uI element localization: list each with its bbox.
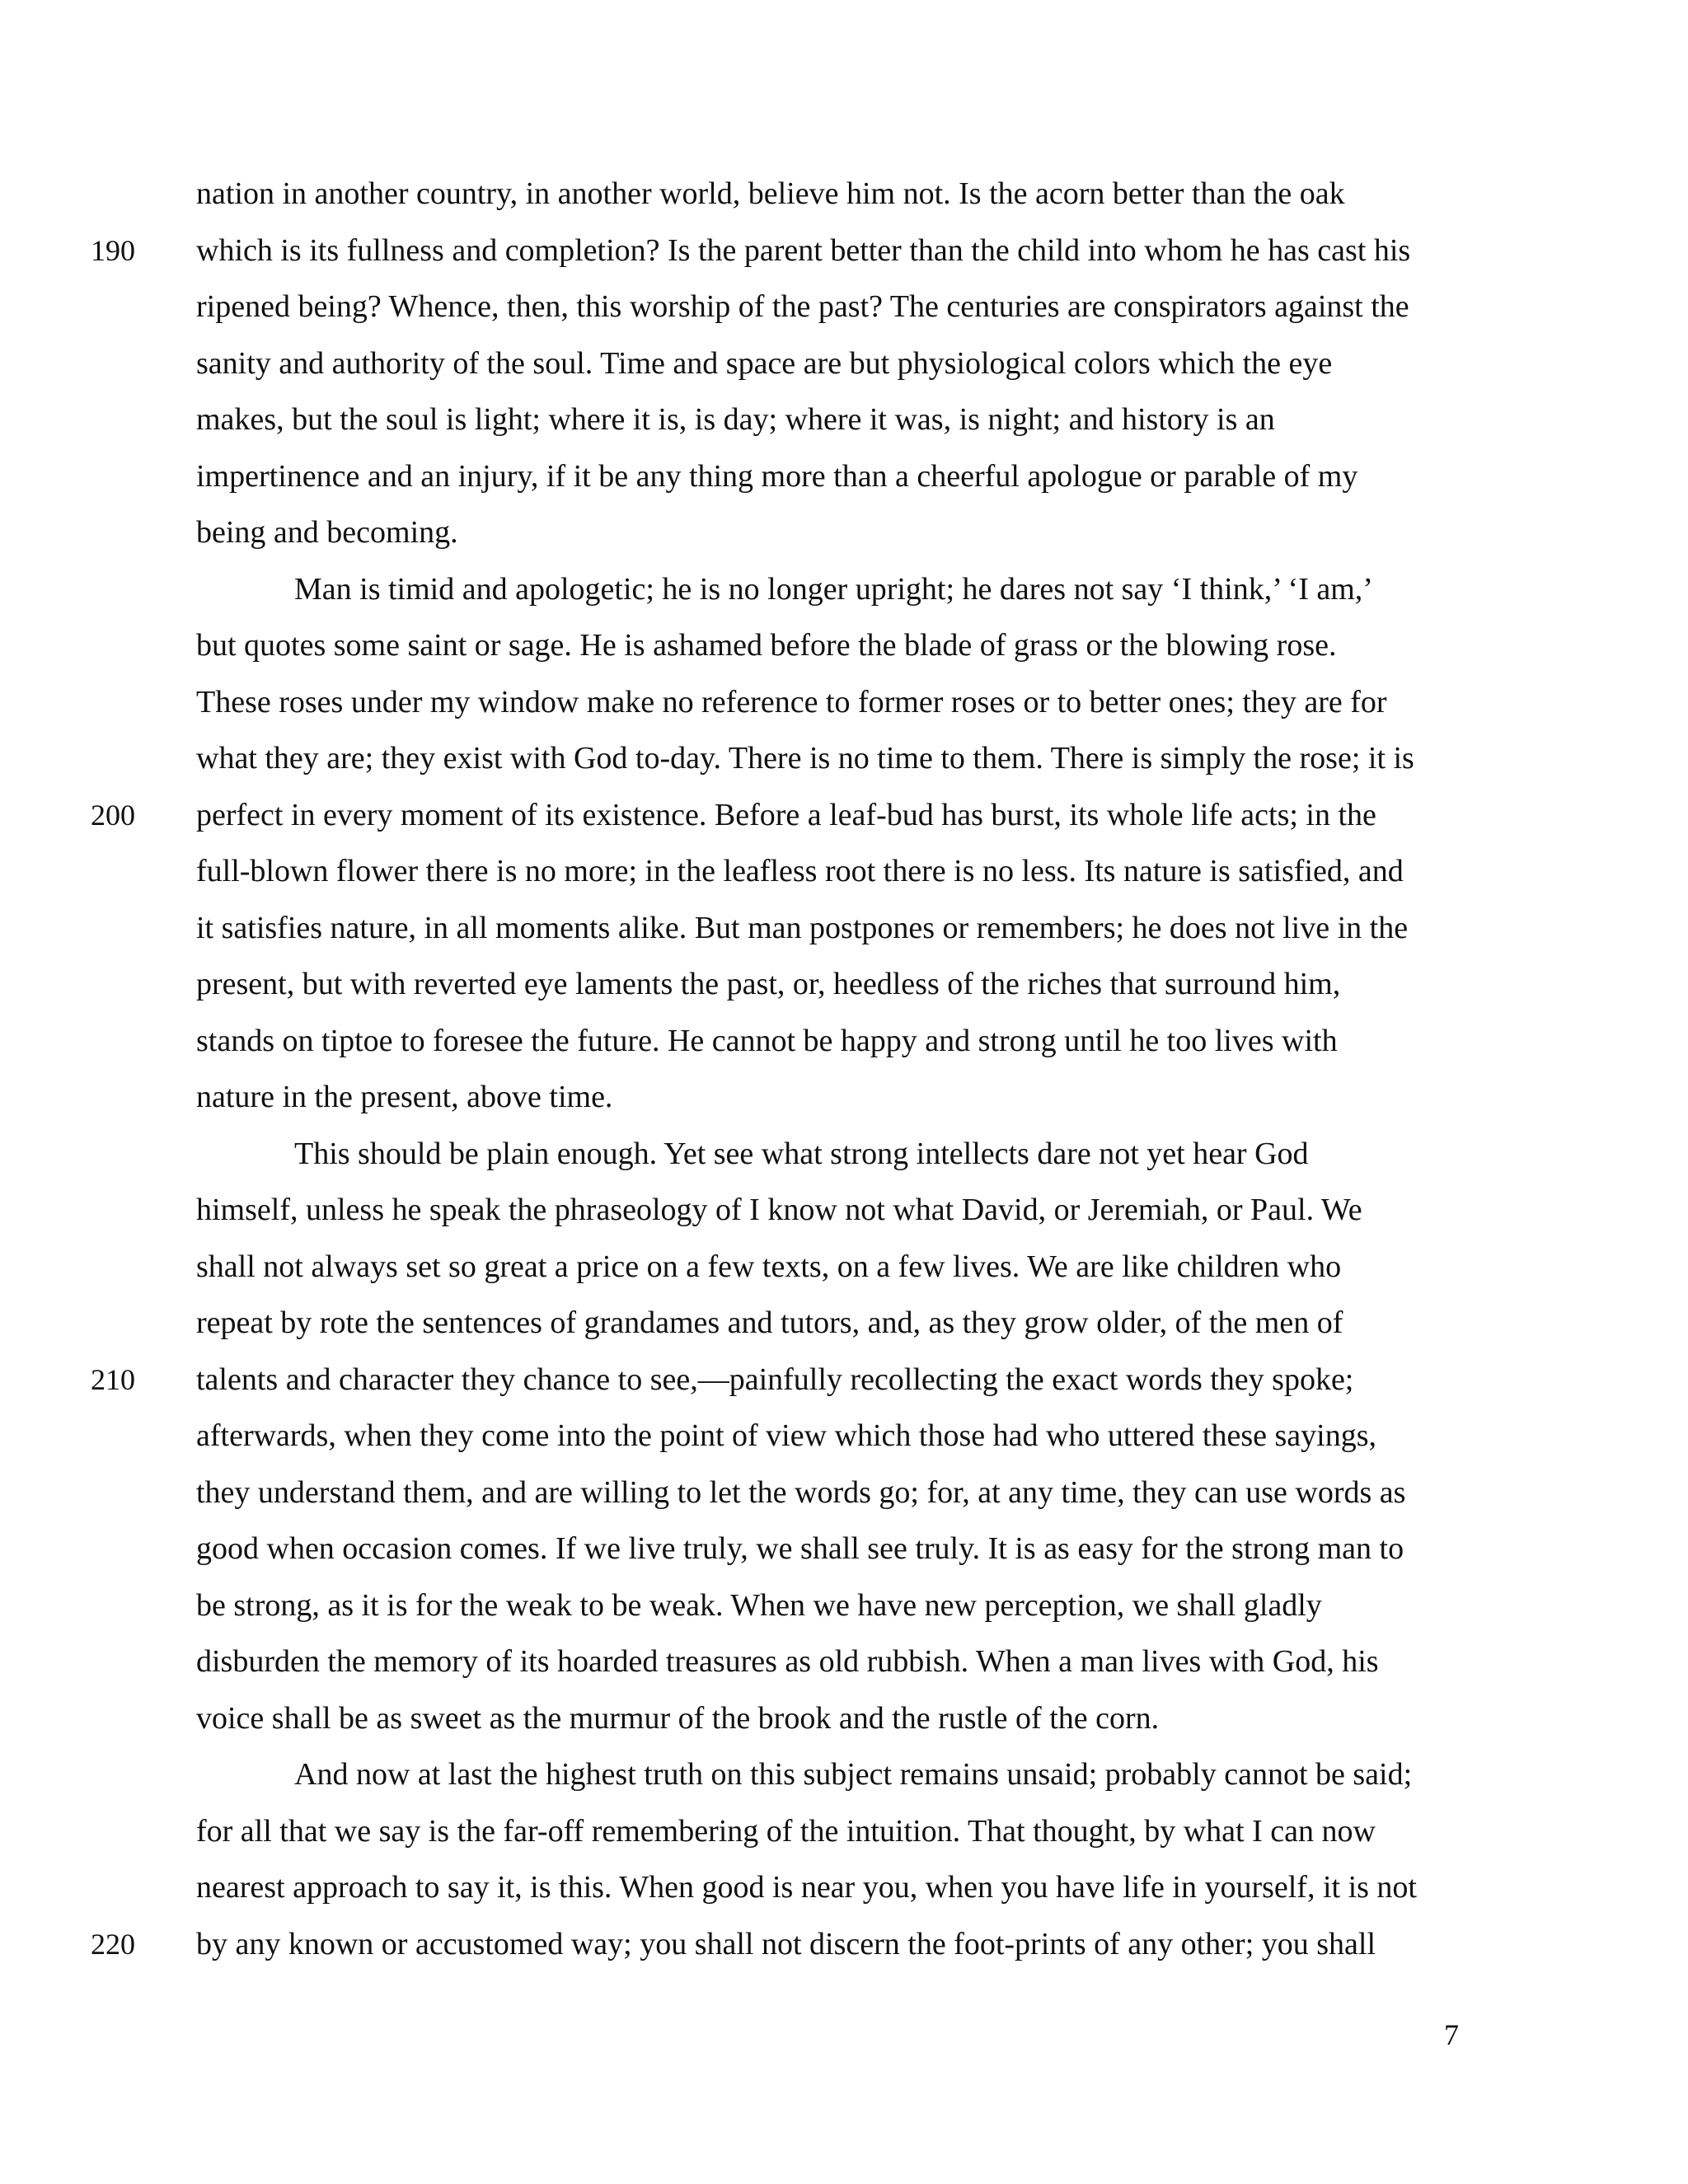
page-number: 7 [1444, 2018, 1459, 2051]
line-number-190: 190 [91, 234, 135, 267]
text-line: shall not always set so great a price on a few texts, on a few lives. We are like children who [196, 1249, 1342, 1284]
text-line: but quotes some saint or sage. He is ashamed before the blade of grass or the blowing rose. [196, 628, 1337, 663]
text-line: by any known or accustomed way; you shall not discern the foot-prints of any other; you shall [196, 1927, 1376, 1961]
text-line: himself, unless he speak the phraseology of I know not what David, or Jeremiah, or Paul. We [196, 1193, 1362, 1227]
text-line: impertinence and an injury, if it be any thing more than a cheerful apologue or parable of my [196, 459, 1358, 494]
text-line: nation in another country, in another world, believe him not. Is the acorn better than the oak [196, 176, 1345, 211]
text-line: afterwards, when they come into the point of view which those had who uttered these sayings, [196, 1418, 1377, 1453]
text-line: ripened being? Whence, then, this worship of the past? The centuries are conspirators against the [196, 289, 1409, 324]
line-number-210: 210 [91, 1363, 135, 1396]
text-line: voice shall be as sweet as the murmur of the brook and the rustle of the corn. [196, 1701, 1160, 1736]
paragraph-first-line: This should be plain enough. Yet see what strong intellects dare not yet hear God [294, 1137, 1309, 1171]
text-line: These roses under my window make no reference to former roses or to better ones; they are for [196, 685, 1387, 719]
text-line: good when occasion comes. If we live truly, we shall see truly. It is as easy for the strong man to [196, 1531, 1404, 1566]
paragraph-first-line: And now at last the highest truth on this subject remains unsaid; probably cannot be said; [294, 1757, 1413, 1792]
text-line: nearest approach to say it, is this. When good is near you, when you have life in yourself, it is not [196, 1870, 1417, 1905]
line-number-220: 220 [91, 1928, 135, 1961]
text-line: they understand them, and are willing to let the words go; for, at any time, they can use words as [196, 1475, 1406, 1510]
text-line: for all that we say is the far-off remembering of the intuition. That thought, by what I can now [196, 1814, 1376, 1849]
line-number-200: 200 [91, 799, 135, 832]
text-line: sanity and authority of the soul. Time and space are but physiological colors which the eye [196, 346, 1333, 381]
text-line: talents and character they chance to see,—painfully recollecting the exact words they spoke; [196, 1362, 1354, 1397]
text-line: being and becoming. [196, 515, 458, 550]
text-line: which is its fullness and completion? Is the parent better than the child into whom he has cast his [196, 233, 1411, 268]
text-line: repeat by rote the sentences of grandames and tutors, and, as they grow older, of the men of [196, 1305, 1343, 1340]
text-line: perfect in every moment of its existence. Before a leaf-bud has burst, its whole life acts; in the [196, 798, 1376, 832]
text-line: it satisfies nature, in all moments alike. But man postpones or remembers; he does not live in the [196, 911, 1409, 945]
text-line: stands on tiptoe to foresee the future. He cannot be happy and strong until he too lives with [196, 1024, 1338, 1058]
text-line: full-blown flower there is no more; in the leafless root there is no less. Its nature is satisfied, and [196, 854, 1404, 888]
text-line: what they are; they exist with God to-day. There is no time to them. There is simply the rose; it is [196, 741, 1414, 776]
text-line: makes, but the soul is light; where it is, is day; where it was, is night; and history is an [196, 402, 1275, 437]
text-line: present, but with reverted eye laments the past, or, heedless of the riches that surround him, [196, 967, 1341, 1001]
paragraph-first-line: Man is timid and apologetic; he is no longer upright; he dares not say ‘I think,’ ‘I am,’ [294, 572, 1373, 607]
text-line: be strong, as it is for the weak to be weak. When we have new perception, we shall gladly [196, 1588, 1322, 1623]
text-line: nature in the present, above time. [196, 1080, 613, 1114]
text-line: disburden the memory of its hoarded treasures as old rubbish. When a man lives with God, his [196, 1644, 1379, 1679]
